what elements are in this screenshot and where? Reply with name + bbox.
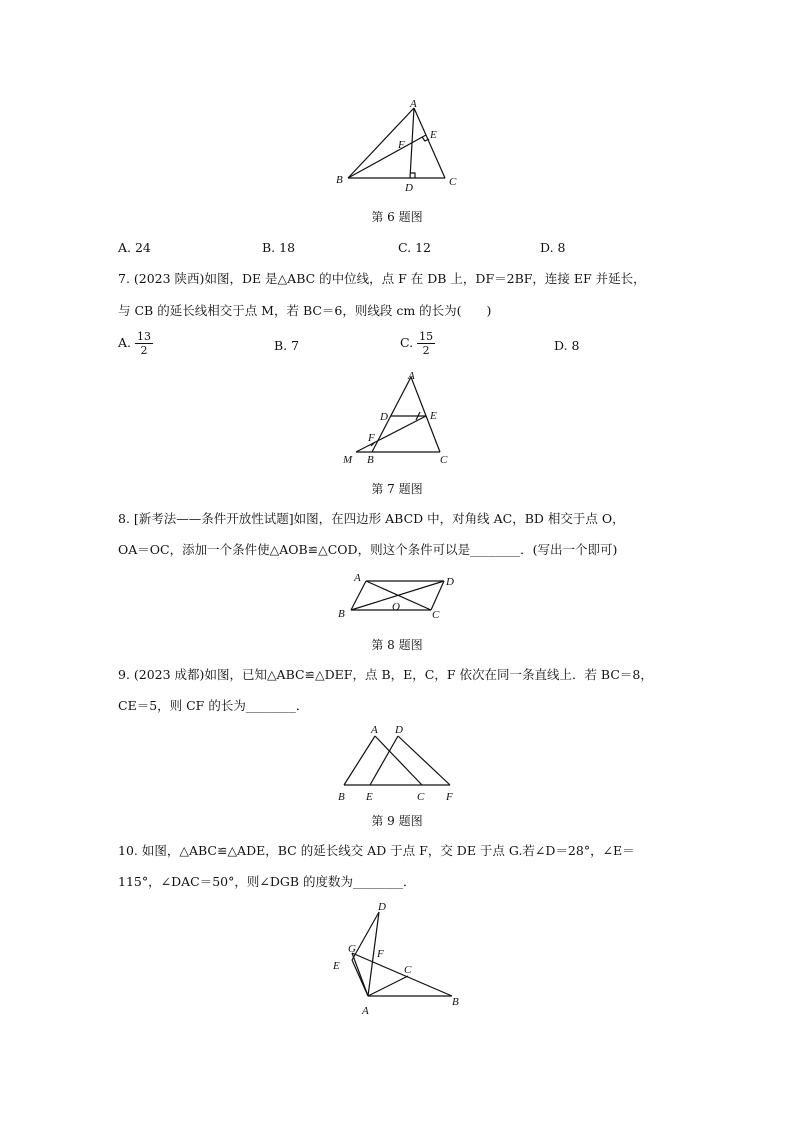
fig7-label-F: F: [368, 432, 375, 444]
fig10-label-D: D: [378, 901, 386, 913]
fig10-label-A: A: [362, 1005, 369, 1017]
fig9-label-C: C: [417, 791, 425, 803]
fig8-label-D: D: [446, 576, 454, 588]
figure-6-caption: 第 6 题图: [371, 210, 423, 224]
q7-option-d: D. 8: [554, 338, 580, 353]
q10-text-line2: 115°，∠DAC＝50°，则∠DGB 的度数为________．: [118, 874, 416, 889]
figure-10-diagram: [330, 898, 470, 1020]
q6-option-c: C. 12: [398, 240, 431, 255]
q7-option-c-fraction: [417, 330, 435, 357]
fig8-label-C: C: [432, 609, 440, 621]
fig7-label-A: A: [408, 370, 415, 382]
figure-8-caption: 第 8 题图: [371, 638, 423, 652]
q7-option-a-fraction: [135, 330, 153, 357]
fig6-label-E: E: [430, 129, 437, 141]
figure-7-diagram: [340, 370, 455, 465]
q6-option-a: A. 24: [118, 240, 151, 255]
fig10-label-E: E: [333, 960, 340, 972]
fig9-label-A: A: [371, 724, 378, 736]
q7-option-a-prefix: A.: [118, 335, 132, 350]
fig9-label-F: F: [446, 791, 453, 803]
fig7-label-C: C: [440, 454, 448, 465]
fig7-label-M: M: [343, 454, 353, 465]
figure-7: [340, 370, 455, 465]
q6-option-d: D. 8: [540, 240, 566, 255]
figure-9-caption: 第 9 题图: [371, 814, 423, 828]
q7-option-c-numerator: 15: [419, 330, 434, 343]
fig8-label-B: B: [338, 608, 345, 620]
fig7-label-B: B: [367, 454, 374, 465]
fig6-label-D: D: [405, 182, 413, 193]
figure-10: [330, 898, 470, 1020]
q7-text-line2: 与 CB 的延长线相交于点 M，若 BC＝6，则线段 cm 的长为( ): [118, 303, 492, 318]
q7-option-c: [400, 330, 435, 357]
fig9-label-E: E: [366, 791, 373, 803]
q7-option-c-prefix: C.: [400, 335, 414, 350]
fig6-label-B: B: [336, 174, 343, 186]
q9-text-line1: 9. (2023 成都)如图，已知△ABC≌△DEF，点 B，E，C，F 依次在同一条直线上．若 BC＝8，: [118, 667, 653, 682]
fig10-label-G: G: [348, 943, 356, 955]
fig6-label-C: C: [449, 176, 457, 188]
fig6-label-A: A: [410, 98, 417, 110]
figure-9: [330, 720, 465, 805]
q10-text-line1: 10. 如图，△ABC≌△ADE，BC 的延长线交 AD 于点 F，交 DE 于点 G.若∠D＝28°，∠E＝: [118, 843, 635, 858]
fig6-label-F: F: [398, 139, 405, 151]
figure-9-diagram: [330, 720, 465, 805]
q9-text-line2: CE＝5，则 CF 的长为________．: [118, 698, 309, 713]
q6-option-b: B. 18: [262, 240, 296, 255]
fig10-label-B: B: [452, 996, 459, 1008]
figure-7-caption: 第 7 题图: [371, 482, 423, 496]
q7-option-c-denominator: 2: [422, 344, 430, 357]
figure-6: [330, 98, 460, 193]
fig10-label-F: F: [377, 948, 384, 960]
q8-text-line2: OA＝OC，添加一个条件使△AOB≌△COD，则这个条件可以是________．(写出一个即可): [118, 542, 618, 557]
fig7-label-E: E: [430, 410, 437, 422]
fig10-label-C: C: [404, 964, 412, 976]
fig8-label-A: A: [354, 572, 361, 584]
figure-8: [334, 568, 464, 623]
q7-option-b: B. 7: [274, 338, 300, 353]
q8-text-line1: 8. [新考法——条件开放性试题]如图，在四边形 ABCD 中，对角线 AC，BD 相交于点 O，: [118, 511, 625, 526]
fig7-label-D: D: [380, 411, 388, 423]
q7-option-a: [118, 330, 153, 357]
q7-option-a-numerator: 13: [137, 330, 151, 343]
fig9-label-B: B: [338, 791, 345, 803]
fig9-label-D: D: [395, 724, 403, 736]
q7-text-line1: 7. (2023 陕西)如图，DE 是△ABC 的中位线，点 F 在 DB 上，DF＝2BF，连接 EF 并延长，: [118, 271, 646, 286]
fig8-label-O: O: [392, 601, 400, 613]
q7-option-a-denominator: 2: [140, 344, 148, 357]
figure-8-diagram: [334, 568, 464, 623]
figure-6-diagram: [330, 98, 460, 193]
